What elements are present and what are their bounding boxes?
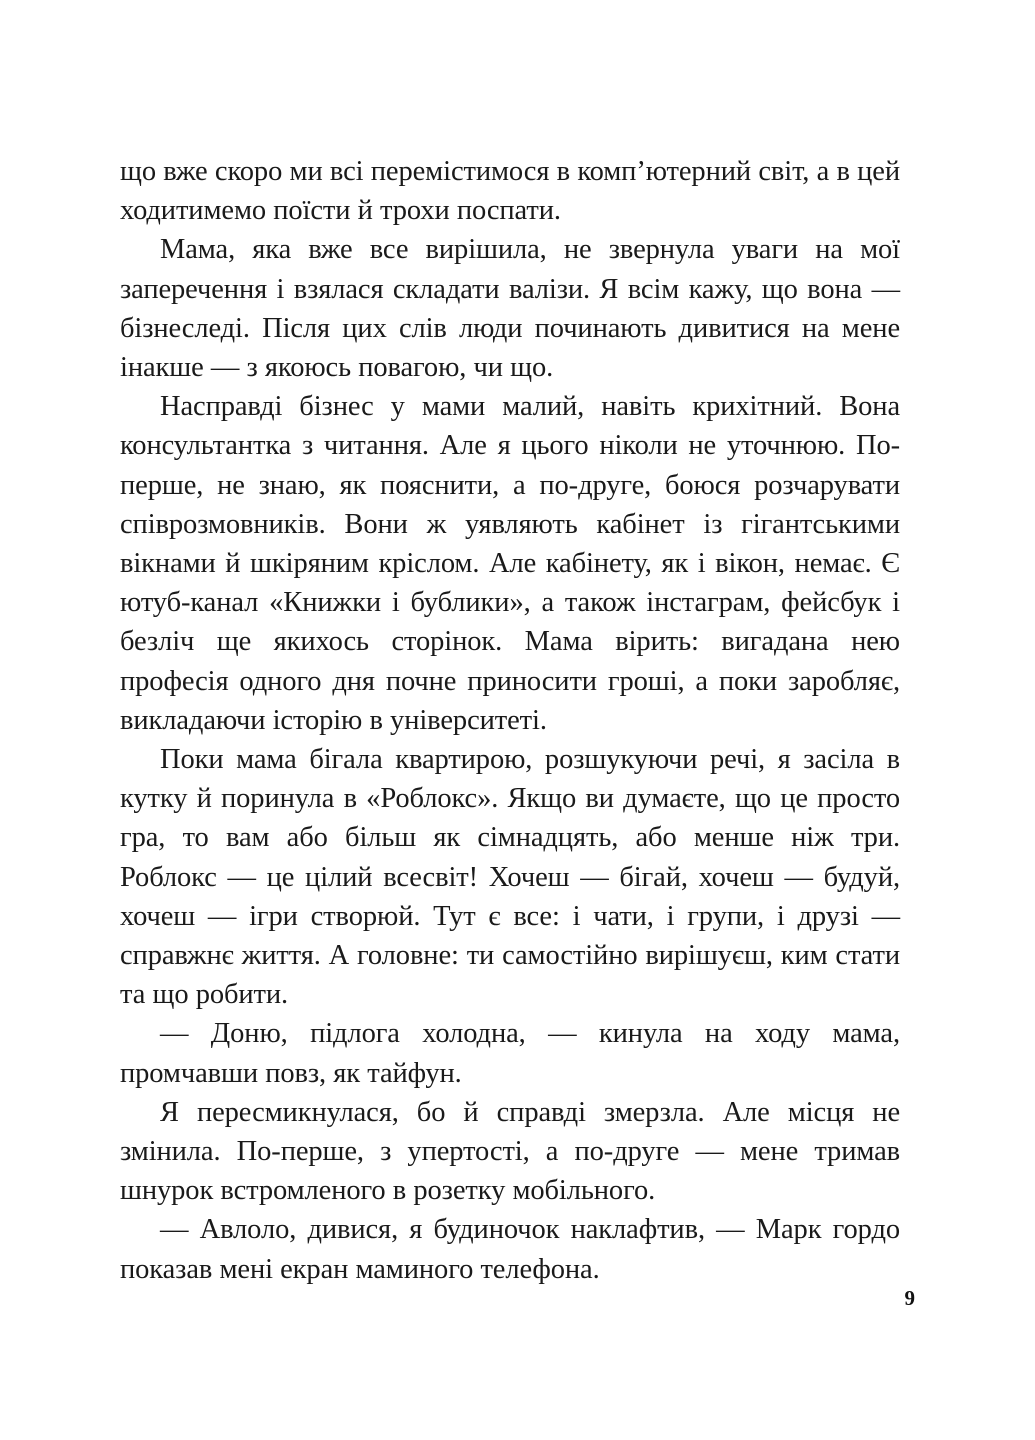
page-number: 9 (904, 1286, 915, 1310)
page-text-block (120, 152, 900, 1289)
paragraph-dialogue: — Доню, підлога холодна, — кинула на ходу мама, промчавши повз, як тайфун. (120, 1018, 900, 1089)
paragraph: Я пересмикнулася, бо й справді змерзла. Але місця не змінила. По-перше, з упертості, а по-друге — мене тримав шнурок встромленого в розетку мобільного. (120, 1096, 900, 1207)
paragraph: Поки мама бігала квартирою, розшукуючи речі, я засіла в кутку й поринула в «Роблокс». Якщо ви думаєте, що це просто гра, то вам або більш як сімнадцять, або менше ніж три. Роблокс — це цілий всесвіт! Хочеш — бігай, хочеш — будуй, хочеш — ігри створюй. Тут є все: і чати, і групи, і друзі — справжнє життя. А головне: ти самостійно вирішуєш, ким стати та що робити. (120, 744, 900, 1011)
paragraph: Мама, яка вже все вирішила, не звернула уваги на мої заперечення і взялася складати валізи. Я всім кажу, що вона — бізнеследі. Після цих слів люди починають дивитися на мене інакше — з якоюсь повагою, чи що. (120, 234, 900, 384)
paragraph: Насправді бізнес у мами малий, навіть крихітний. Вона консультантка з читання. Але я цього ніколи не уточнюю. По-перше, не знаю, як пояснити, а по-друге, боюся розчарувати співрозмовників. Вони ж уявляють кабінет із гігантськими вікнами й шкіряним кріслом. Але кабінету, як і вікон, немає. Є ютуб-канал «Книжки і бублики», а також інстаграм, фейсбук і безліч ще якихось сторінок. Мама вірить: вигадана нею професія одного дня почне приносити гроші, а поки заробляє, викладаючи історію в університеті. (120, 391, 900, 736)
paragraph-continuation: що вже скоро ми всі перемістимося в комп’ютерний світ, а в цей ходитимемо поїсти й трохи поспати. (120, 156, 900, 227)
paragraph-dialogue: — Авлоло, дивися, я будиночок наклафтив, — Марк гордо показав мені екран маминого телефона. (120, 1214, 900, 1285)
